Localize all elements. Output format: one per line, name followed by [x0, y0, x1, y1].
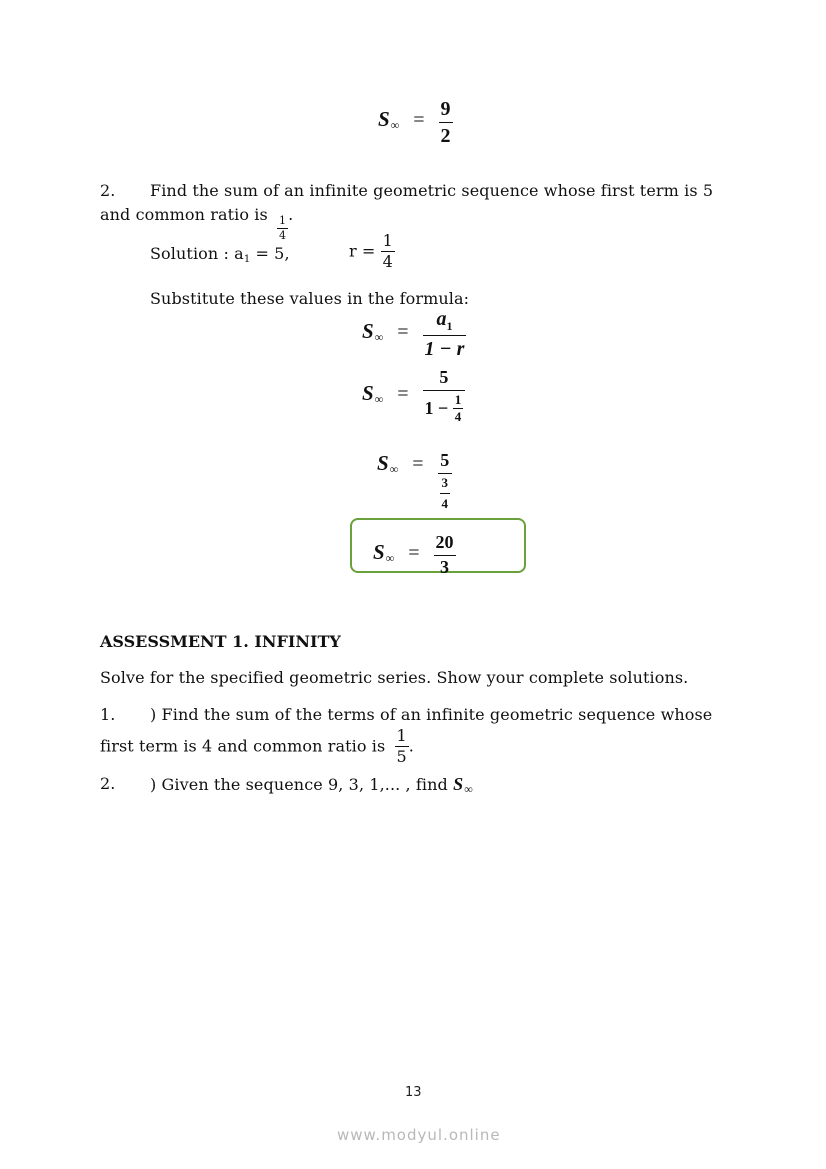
- equals-sign: =: [397, 382, 409, 405]
- equation-s-inf-9-over-2: [378, 98, 453, 147]
- fraction: [423, 368, 466, 424]
- ratio-denominator: 4: [279, 229, 287, 243]
- infinity-subscript: ∞: [374, 391, 384, 406]
- ratio-denominator: 5: [396, 746, 407, 766]
- denominator: [438, 476, 453, 512]
- sum-symbol: S: [453, 774, 464, 794]
- numerator: [434, 308, 454, 333]
- fraction: [423, 308, 467, 360]
- numerator: 20: [435, 532, 454, 552]
- fraction: [439, 98, 453, 147]
- period: .: [288, 205, 294, 224]
- infinity-subscript: ∞: [385, 550, 395, 565]
- nested-fraction: [440, 476, 451, 512]
- fraction: [434, 533, 456, 578]
- numerator: 5: [439, 367, 449, 387]
- denominator: 1 − r: [424, 338, 465, 361]
- infinity-subscript: ∞: [464, 782, 473, 796]
- a-subscript: 1: [446, 319, 453, 333]
- period: .: [408, 736, 414, 756]
- substitution-step: [362, 368, 465, 424]
- equals-sign: =: [397, 320, 409, 343]
- nested-numerator: 1: [454, 391, 462, 407]
- simplification-step: [377, 451, 452, 511]
- a-subscript: 1: [243, 254, 251, 265]
- substitute-instruction: Substitute these values in the formula:: [150, 289, 470, 308]
- assessment-instruction: Solve for the specified geometric series. Show your complete solutions.: [100, 668, 689, 687]
- assessment-item-2-number: 2.: [100, 774, 116, 793]
- sum-symbol: S: [377, 451, 389, 475]
- nested-numerator: 3: [441, 474, 449, 490]
- watermark: www.modyul.online: [337, 1126, 501, 1144]
- a-term: a: [436, 308, 447, 330]
- problem-2-line-2-text: and common ratio is: [100, 205, 268, 224]
- equals-sign: =: [413, 109, 425, 132]
- numerator: 5: [440, 450, 450, 470]
- sum-infinity-symbol: [453, 774, 473, 796]
- infinity-subscript: ∞: [374, 329, 384, 344]
- problem-2-line-2: [100, 205, 293, 242]
- ratio-numerator: 1: [279, 214, 287, 227]
- sum-symbol: S: [378, 107, 390, 132]
- infinity-subscript: ∞: [390, 118, 400, 133]
- page-number: 13: [405, 1085, 422, 1100]
- one-minus: 1 −: [424, 397, 449, 418]
- r-fraction: [381, 232, 395, 270]
- ratio-fraction: [277, 215, 288, 242]
- assessment-item-1-line-2: [100, 727, 414, 765]
- item-1-line-2-text: first term is 4 and common ratio is: [100, 736, 386, 756]
- item-1-ratio-fraction: [395, 727, 409, 765]
- solution-label: [150, 244, 290, 265]
- assessment-title: ASSESSMENT 1. INFINITY: [100, 632, 341, 651]
- equals-sign: =: [412, 453, 424, 475]
- assessment-item-2-text: [150, 774, 473, 797]
- r-value: [349, 232, 395, 270]
- formula-step: [362, 308, 466, 360]
- denominator: 3: [440, 556, 450, 577]
- fraction: [438, 451, 453, 511]
- r-denominator: 4: [382, 251, 393, 271]
- solution-text: Solution : a: [150, 244, 244, 263]
- sum-symbol: S: [362, 380, 374, 405]
- sum-symbol: S: [373, 539, 385, 564]
- item-2-text: ) Given the sequence 9, 3, 1,... , find: [150, 775, 448, 794]
- problem-2-line-1: Find the sum of an infinite geometric sequence whose first term is 5: [150, 181, 714, 200]
- r-label: r =: [349, 241, 376, 261]
- assessment-item-1-line-1: ) Find the sum of the terms of an infinite geometric sequence whose: [150, 705, 713, 724]
- nested-fraction: [453, 393, 464, 425]
- nested-denominator: 4: [441, 496, 449, 512]
- a-value: = 5,: [250, 244, 290, 263]
- ratio-numerator: 1: [396, 726, 407, 745]
- final-answer: [373, 533, 456, 578]
- equals-sign: =: [408, 541, 420, 564]
- problem-2-number: 2.: [100, 181, 116, 200]
- denominator: 2: [440, 125, 451, 147]
- numerator: 9: [440, 98, 451, 120]
- infinity-subscript: ∞: [389, 462, 399, 476]
- sum-symbol: S: [362, 318, 374, 343]
- r-numerator: 1: [382, 231, 393, 250]
- denominator: [423, 393, 466, 425]
- assessment-item-1-number: 1.: [100, 705, 116, 724]
- nested-denominator: 4: [454, 409, 462, 425]
